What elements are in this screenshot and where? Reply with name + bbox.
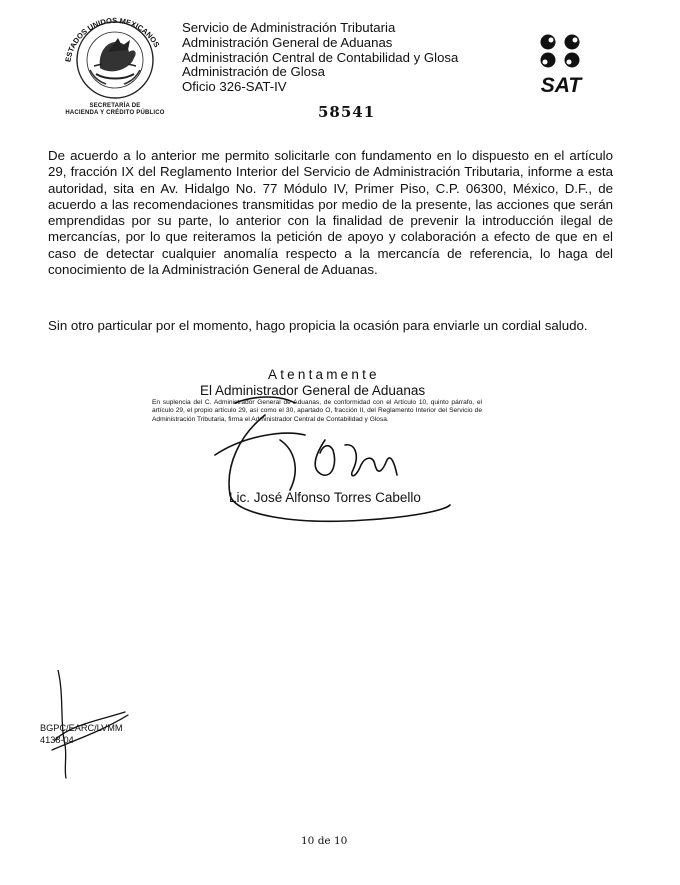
eagle-seal-icon	[50, 8, 180, 103]
sat-logo-icon	[526, 32, 596, 100]
svg-text:SAT: SAT	[540, 74, 582, 97]
closing-salutation: Atentamente	[268, 367, 380, 382]
signer-name: Lic. José Alfonso Torres Cabello	[229, 490, 421, 505]
handwritten-signature	[205, 395, 455, 535]
government-seal	[50, 8, 180, 120]
page-number: 10 de 10	[301, 835, 348, 847]
office-number: Oficio 326-SAT-IV	[182, 79, 287, 95]
svg-text:ESTADOS UNIDOS MEXICANOS: ESTADOS UNIDOS MEXICANOS	[63, 15, 162, 63]
header-line: Administración Central de Contabilidad y Glosa	[182, 49, 459, 65]
stamp-number: 58541	[318, 103, 376, 121]
body-paragraph: De acuerdo a lo anterior me permito solicitarle con fundamento en lo dispuesto en el artículo 29, fracción IX del Reglamento Interior del Servicio de Administración Tributaria, informe a esta autoridad, sita en Av. Hidalgo No. 77 Módulo IV, Primer Piso, C.P. 06300, México, D.F., de acuerdo a las recomendaciones transmitidas por medio de la presente, las acciones que serán emprendidas por su parte, lo anterior con la finalidad de prevenir la introducción ilegal de mercancías, por lo que reiteramos la petición de apoyo y colaboración a efecto de que en el caso de detectar cualquier anomalía respecto a la mercancía de referencia, lo haga del conocimiento de la Administración General de Aduanas.	[48, 148, 613, 278]
letterhead	[182, 21, 458, 95]
sat-logo	[526, 32, 596, 100]
closing-paragraph: Sin otro particular por el momento, hago propicia la ocasión para enviarle un cordial saludo.	[48, 318, 588, 333]
substitution-note: En suplencia del C. Administrador General de Aduanas, de conformidad con el Artículo 10, quinto párrafo, el artículo 29, el propio artículo 29, así como el 30, apartado O, fracción II, del Reglamento Interior del Servicio de Administración Tributaria, firma el Administrador Central de Contabilidad y Glosa.	[152, 399, 482, 423]
reference-initials: BGPC/EARC/LVMM 4138-04	[40, 723, 123, 745]
header-line: Administración de Glosa	[182, 64, 325, 80]
header-line: Servicio de Administración Tributaria	[182, 20, 396, 35]
signer-title: El Administrador General de Aduanas	[200, 383, 426, 398]
seal-caption: SECRETARÍA DE HACIENDA Y CRÉDITO PÚBLICO	[65, 103, 165, 116]
header-line: Administración General de Aduanas	[182, 34, 393, 50]
